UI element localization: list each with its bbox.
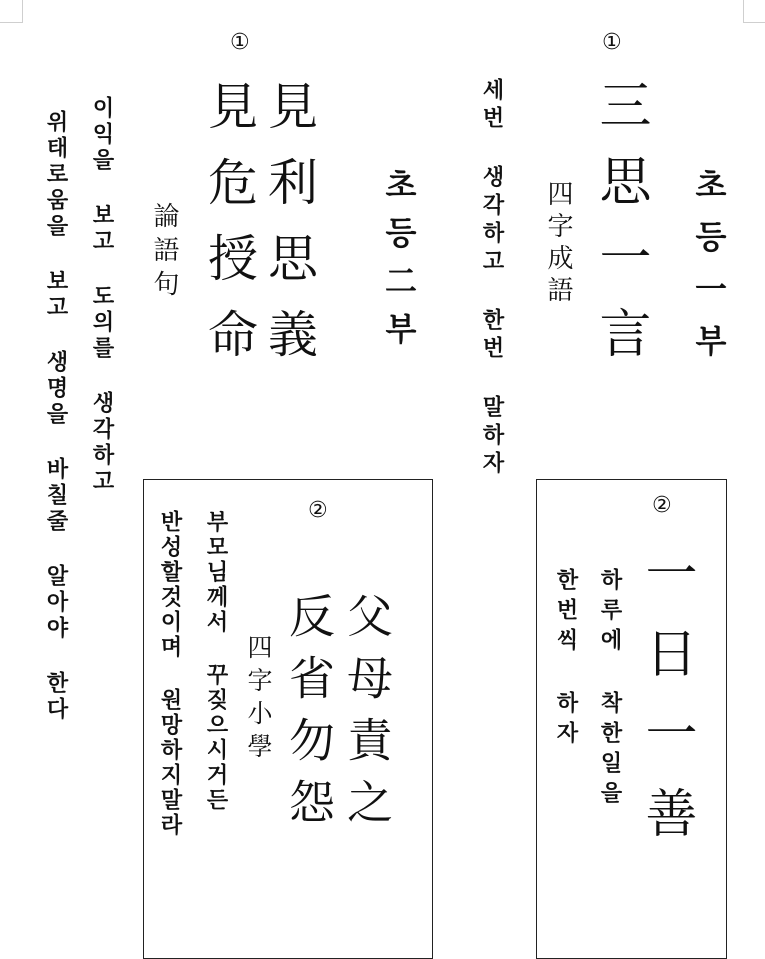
marker-1-right: ① xyxy=(602,30,622,55)
hanja-column-left-left-section: 見危授命 xyxy=(200,80,258,384)
source-label-right: 四字成語 xyxy=(543,180,573,308)
marker-1-left: ① xyxy=(230,30,250,55)
meaning-line1-box-left: 부모님께서 꾸짖으시거든 xyxy=(203,510,228,813)
grade-label-right: 초등一부 xyxy=(690,168,728,376)
hanja-column-right-left-section: 見利思義 xyxy=(260,80,318,384)
hanja-phrase-box-right: 一日一善 xyxy=(636,546,696,866)
meaning-line1-box-right: 하루에 착한일을 xyxy=(597,568,622,811)
source-label-left: 論語句 xyxy=(149,202,179,304)
marker-2-box-right: ② xyxy=(652,493,672,518)
source-label-box-left: 四字小學 xyxy=(244,634,273,766)
hanja-column-left-box-left: 反省勿怨 xyxy=(282,592,336,840)
meaning-line2-box-left: 반성할것이며 원망하지말라 xyxy=(157,510,182,838)
meaning-line2-left: 위태로움을 보고 생명을 바칠줄 알아야 한다 xyxy=(43,110,68,723)
hanja-phrase-right: 三思一言 xyxy=(590,78,650,382)
page-corner-mark-left xyxy=(0,0,23,23)
page-corner-mark-right xyxy=(743,0,765,23)
meaning-right: 세번 생각하고 한번 말하자 xyxy=(479,78,504,479)
marker-2-box-left: ② xyxy=(308,498,328,523)
meaning-line2-box-right: 한번씩 하자 xyxy=(553,568,578,751)
hanja-column-right-box-left: 父母責之 xyxy=(340,592,394,840)
grade-label-left: 초등二부 xyxy=(380,168,418,360)
meaning-line1-left: 이익을 보고 도의를 생각하고 xyxy=(89,96,114,495)
